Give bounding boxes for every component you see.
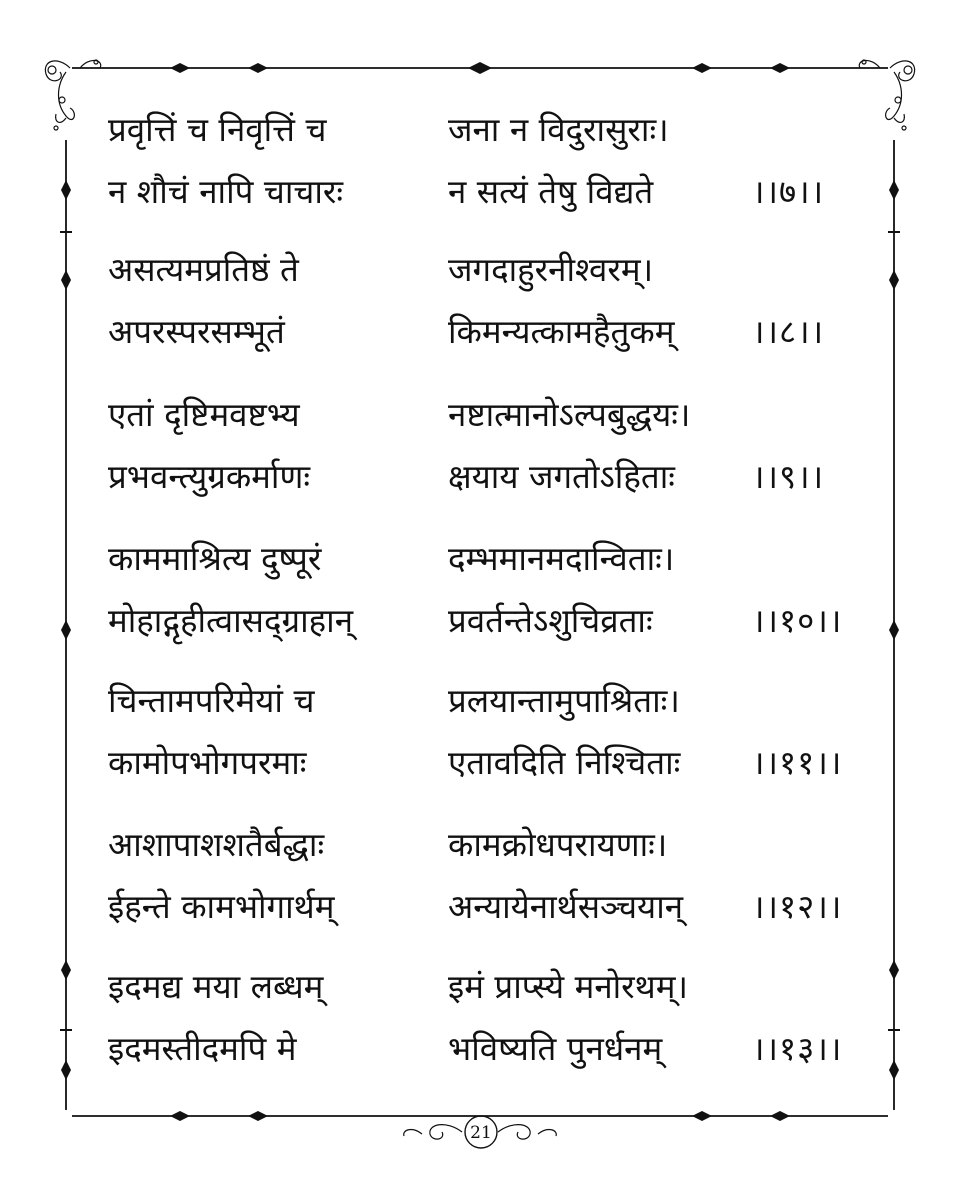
verse-line xyxy=(0,307,960,367)
verse-left-half: अपरस्परसम्भूतं xyxy=(108,312,285,351)
verse-number: ।।१३।। xyxy=(752,1029,843,1068)
verse-line xyxy=(0,882,960,942)
verse-left-half: मोहाद्गृहीत्वासद्ग्राहान् xyxy=(108,601,354,640)
verse-left-half: चिन्तामपरिमेयां च xyxy=(108,681,315,720)
verse-line xyxy=(0,534,960,594)
verse-line xyxy=(0,676,960,736)
verse-left-half: काममाश्रित्य दुष्पूरं xyxy=(108,539,322,578)
verse-right-half: अन्यायेनार्थसञ्चयान् xyxy=(448,887,684,926)
verse-right-half: किमन्यत्कामहैतुकम् xyxy=(448,312,675,351)
verse-right-half: जना न विदुरासुराः। xyxy=(448,110,669,149)
verse-line xyxy=(0,105,960,165)
verse-right-half: इमं प्राप्स्ये मनोरथम्। xyxy=(448,967,689,1006)
verse-line xyxy=(0,820,960,880)
verse-number: ।।१०।। xyxy=(752,601,843,640)
verse-right-half: दम्भमानमदान्विताः। xyxy=(448,539,675,578)
verse-line xyxy=(0,596,960,656)
verse-number: ।।१२।। xyxy=(752,887,843,926)
verse-right-half: प्रलयान्तामुपाश्रिताः। xyxy=(448,681,680,720)
verse-right-half: कामक्रोधपरायणाः। xyxy=(448,825,668,864)
verse-left-half: कामोपभोगपरमाः xyxy=(108,743,307,782)
verse-number: ।।९।। xyxy=(752,457,825,496)
verse-right-half: जगदाहुरनीश्वरम्। xyxy=(448,250,654,289)
verse-left-half: असत्यमप्रतिष्ठं ते xyxy=(108,250,299,289)
verse-left-half: आशापाशशतैर्बद्धाः xyxy=(108,825,325,864)
verse-number: ।।८।। xyxy=(752,312,825,351)
verse-line xyxy=(0,167,960,227)
verse-right-half: भविष्यति पुनर्धनम् xyxy=(448,1029,663,1068)
verse-left-half: प्रभवन्त्युग्रकर्माणः xyxy=(108,457,310,496)
verse-right-half: एतावदिति निश्चिताः xyxy=(448,743,681,782)
verse-right-half: नष्टात्मानोऽल्पबुद्धयः। xyxy=(448,395,691,434)
verse-left-half: इदमस्तीदमपि मे xyxy=(108,1029,297,1068)
verse-right-half: न सत्यं तेषु विद्यते xyxy=(448,172,654,211)
verse-line xyxy=(0,1024,960,1084)
verse-left-half: एतां दृष्टिमवष्टभ्य xyxy=(108,395,300,434)
page-number: 21 xyxy=(470,1123,492,1143)
verse-left-half: प्रवृत्तिं च निवृत्तिं च xyxy=(108,110,327,149)
verse-line xyxy=(0,452,960,512)
verse-left-half: इदमद्य मया लब्धम् xyxy=(108,967,324,1006)
verse-number: ।।११।। xyxy=(752,743,843,782)
verse-line xyxy=(0,390,960,450)
verse-line xyxy=(0,738,960,798)
verse-left-half: न शौचं नापि चाचारः xyxy=(108,172,344,211)
verse-left-half: ईहन्ते कामभोगार्थम् xyxy=(108,887,335,926)
verse-right-half: प्रवर्तन्तेऽशुचिव्रताः xyxy=(448,601,653,640)
verse-line xyxy=(0,962,960,1022)
verse-right-half: क्षयाय जगतोऽहिताः xyxy=(448,457,675,496)
verse-line xyxy=(0,245,960,305)
verse-number: ।।७।। xyxy=(752,172,825,211)
